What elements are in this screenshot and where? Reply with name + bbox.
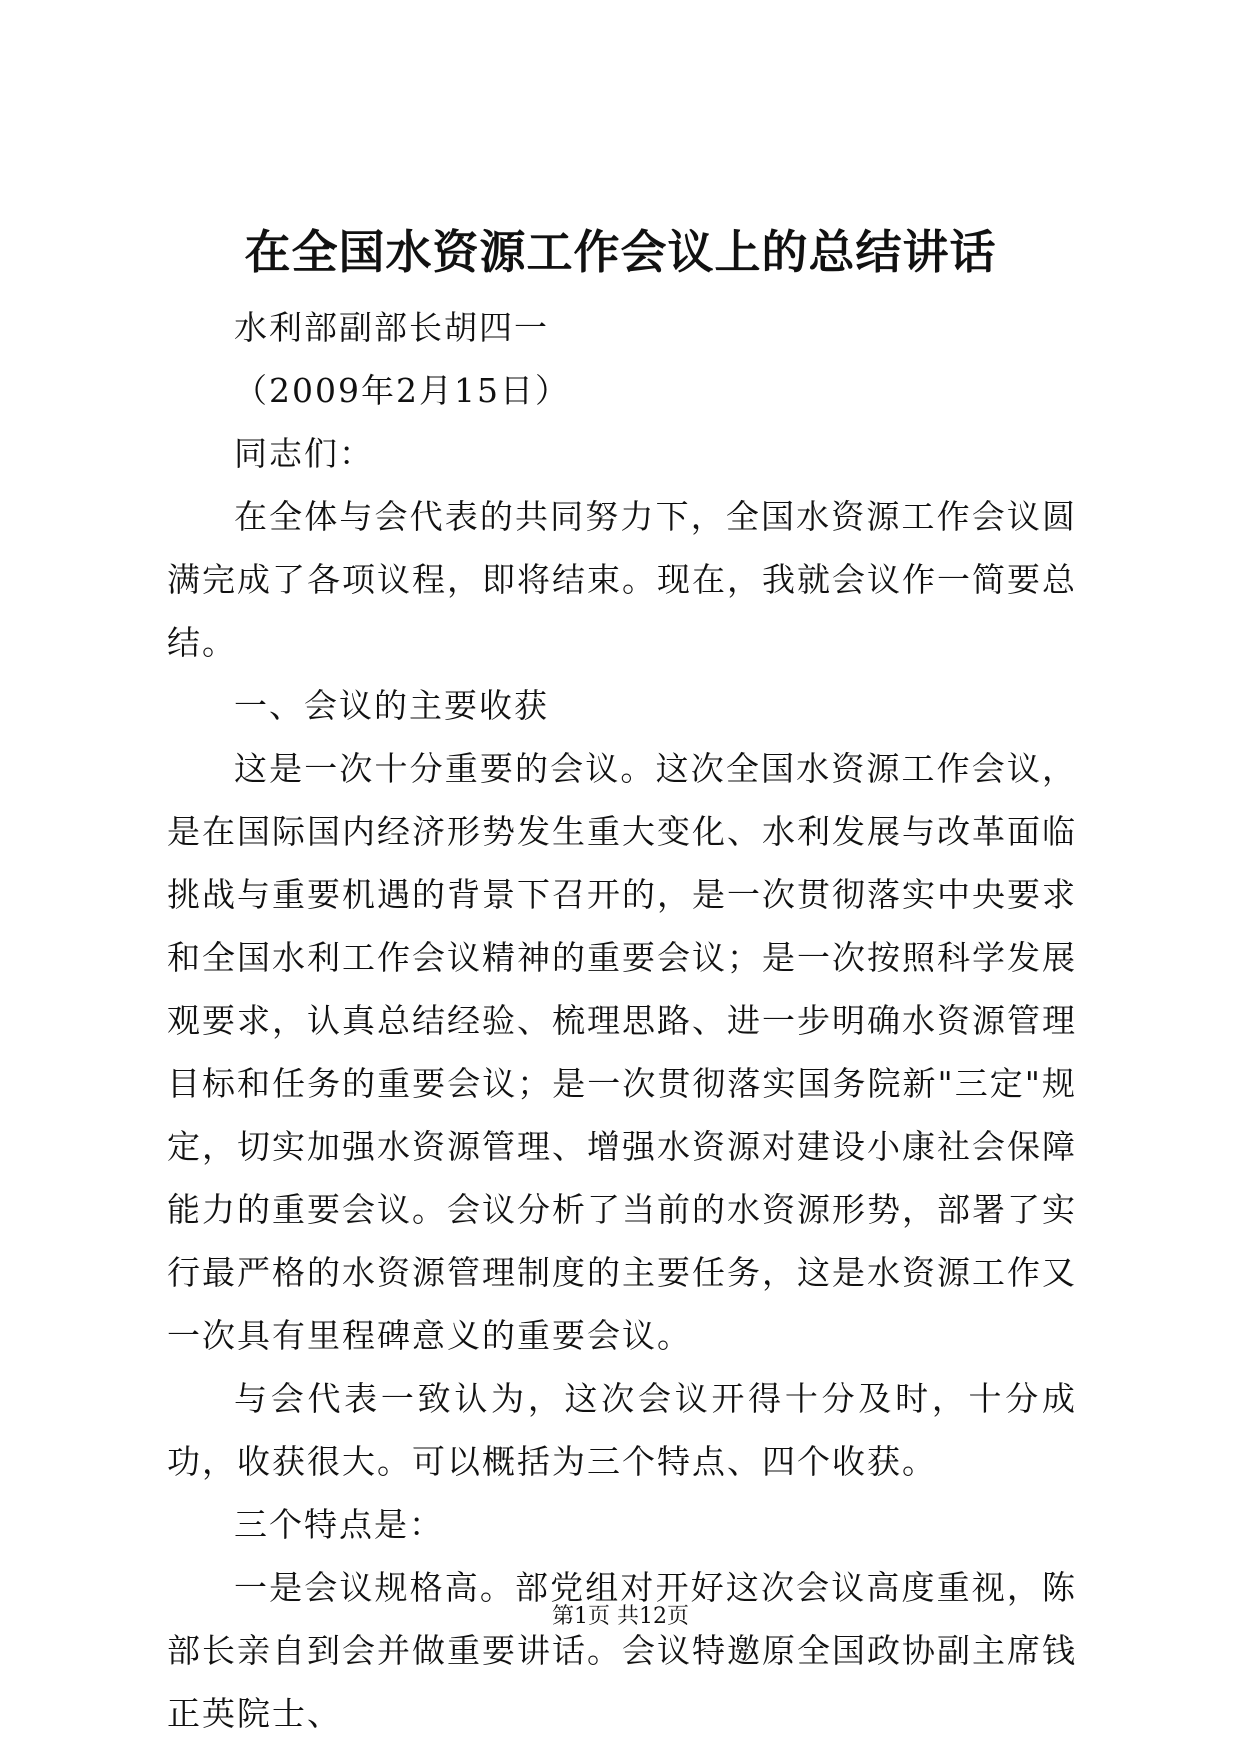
document-title: 在全国水资源工作会议上的总结讲话 — [244, 225, 997, 279]
paragraph: 一是会议规格高。部党组对开好这次会议高度重视，陈部长亲自到会并做重要讲话。会议特邀原全国政协副主席钱正英院士、 — [167, 1568, 1077, 1733]
paragraph: 与会代表一致认为，这次会议开得十分及时，十分成功，收获很大。可以概括为三个特点、四个收获。 — [167, 1379, 1077, 1481]
paragraph: 在全体与会代表的共同努力下，全国水资源工作会议圆满完成了各项议程，即将结束。现在，我就会议作一简要总结。 — [167, 497, 1077, 662]
salutation: 同志们： — [234, 434, 374, 473]
paragraph: 这是一次十分重要的会议。这次全国水资源工作会议，是在国际国内经济形势发生重大变化、水利发展与改革面临挑战与重要机遇的背景下召开的，是一次贯彻落实中央要求和全国水利工作会议精神的重要会议；是一次按照科学发展观要求，认真总结经验、梳理思路、进一步明确水资源管理目标和任务的重要会议；是一次贯彻落实国务院新"三定"规定，切实加强水资源管理、增强水资源对建设小康社会保障能力的重要会议。会议分析了当前的水资源形势，部署了实行最严格的水资源管理制度的主要任务，这是水资源工作又一次具有里程碑意义的重要会议。 — [167, 749, 1077, 1355]
date-line: （2009年2月15日） — [234, 371, 570, 410]
section-heading: 一、会议的主要收获 — [234, 686, 549, 725]
document-body — [167, 296, 1077, 1745]
page-footer: 第1页 共12页 — [552, 1604, 689, 1629]
paragraph: 三个特点是： — [234, 1505, 444, 1544]
author-line: 水利部副部长胡四一 — [234, 308, 549, 347]
